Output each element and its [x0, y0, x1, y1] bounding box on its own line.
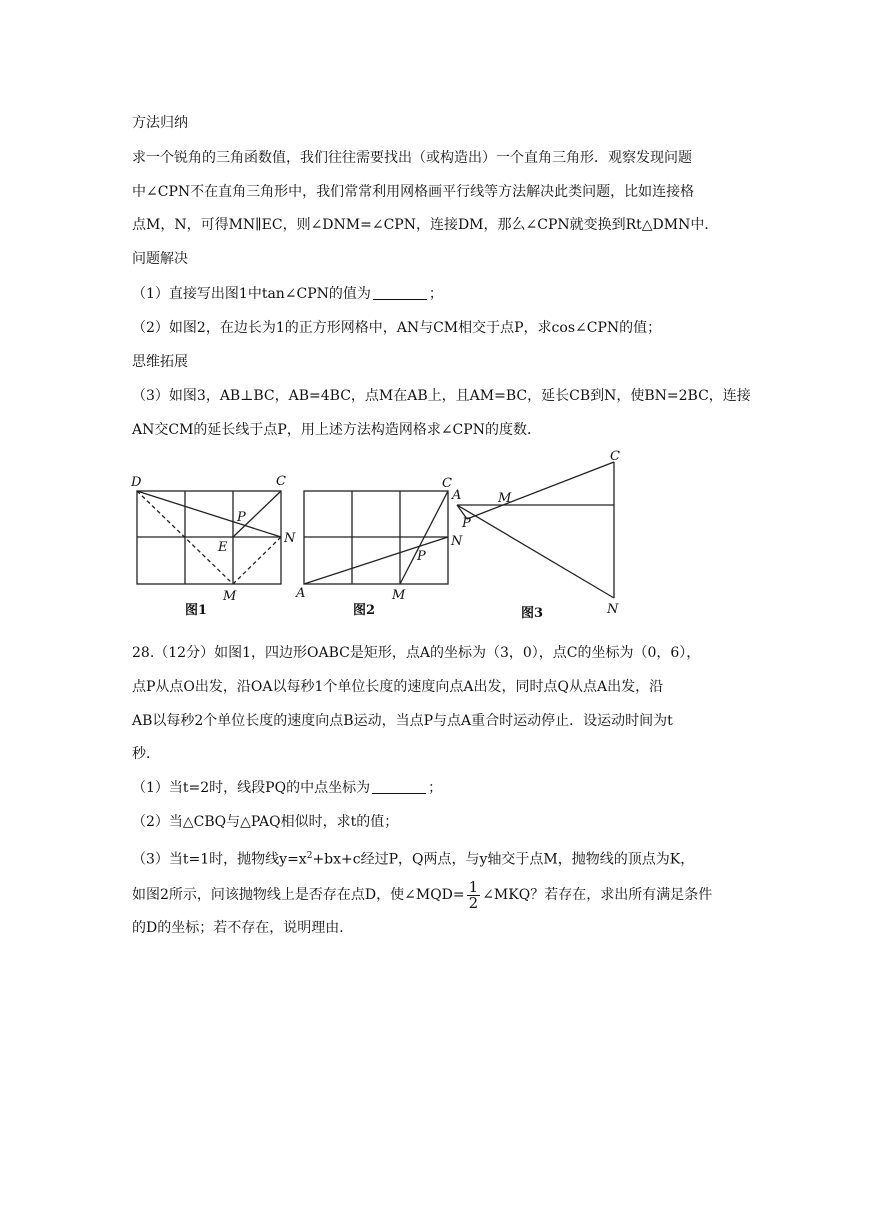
fig3-label-P: P: [462, 516, 471, 531]
fig2-segment-AN: [304, 537, 448, 584]
figure-2: [304, 491, 448, 584]
fig3-segment-AN: [457, 505, 614, 598]
method-heading: 方法归纳: [132, 115, 188, 131]
problem-28-line-2: 点P从点O出发，沿OA以每秒1个单位长度的速度向点A出发，同时点Q从点A出发，沿: [132, 679, 664, 695]
fig1-segment-DN: [137, 491, 281, 537]
q3-superscript: 2: [306, 851, 313, 861]
problem-28-question-1: [132, 778, 442, 798]
fig3-label-C: C: [610, 449, 620, 464]
fig2-label-N: N: [451, 534, 463, 549]
answer-blank: [373, 285, 427, 300]
fig2-label-A: A: [296, 586, 306, 601]
fig3-label-N: N: [607, 602, 619, 617]
fig1-label-N: N: [284, 531, 296, 546]
figure-3: [457, 462, 614, 598]
figure-1: [137, 491, 281, 584]
fig3-label-A: A: [452, 488, 462, 503]
problem-28-question-1-end: ；: [428, 780, 443, 796]
method-line-2: 中∠CPN不在直角三角形中，我们常常利用网格画平行线等方法解决此类问题，比如连接格: [132, 184, 695, 200]
fig1-label-P: P: [237, 510, 246, 525]
problem-solving-heading: 问题解决: [132, 251, 188, 267]
figures: [0, 445, 869, 625]
problem-28-line-3: AB以每秒2个单位长度的速度向点B运动，当点P与点A重合时运动停止．设运动时间为t: [132, 713, 673, 729]
problem-28-question-3-line-3: 的D的坐标；若不存在，说明理由．: [132, 920, 354, 936]
question-1: [132, 284, 443, 304]
fraction-one-half: [467, 877, 481, 912]
fig2-label-C: C: [442, 476, 452, 491]
fraction-denominator: 2: [468, 893, 479, 912]
q3-text-a: （3）当t=1时，抛物线y=x: [132, 851, 307, 868]
answer-blank: [372, 779, 426, 794]
fig1-label-D: D: [131, 475, 142, 490]
fig1-label-E: E: [218, 540, 228, 555]
fig3-caption: 图3: [521, 606, 544, 621]
problem-28-line-4: 秒．: [132, 746, 160, 762]
fig2-label-P: P: [417, 549, 426, 564]
method-line-3: 点M，N，可得MN∥EC，则∠DNM=∠CPN，连接DM，那么∠CPN就变换到Rt△DMN中．: [132, 217, 719, 233]
q3-line2-text-a: 如图2所示，问该抛物线上是否存在点D，使∠MQD=: [132, 887, 465, 903]
fig3-label-M: M: [498, 491, 512, 506]
question-3-line-1: （3）如图3，AB⊥BC，AB=4BC，点M在AB上，且AM=BC，延长CB到N，使BN=2BC，连接: [132, 388, 751, 404]
method-line-1: 求一个锐角的三角函数值，我们往往需要找出（或构造出）一个直角三角形．观察发现问题: [132, 150, 692, 166]
fig1-segment-MN: [233, 537, 281, 584]
fraction-numerator: 1: [468, 877, 479, 896]
problem-28-question-1-text: （1）当t=2时，线段PQ的中点坐标为: [132, 780, 371, 796]
q3-line2-text-b: ∠MKQ？若存在，求出所有满足条件: [482, 887, 713, 903]
question-1-text: （1）直接写出图1中tan∠CPN的值为: [132, 286, 371, 302]
problem-28-line-1: 28.（12分）如图1，四边形OABC是矩形，点A的坐标为（3，0），点C的坐标为（0，6），: [132, 645, 701, 661]
figure-labels: [130, 449, 620, 621]
problem-28-question-3-line-2: [132, 876, 712, 914]
question-1-end: ；: [428, 286, 443, 302]
question-3-line-2: AN交CM的延长线于点P，用上述方法构造网格求∠CPN的度数．: [132, 422, 541, 438]
fig1-label-C: C: [276, 474, 286, 489]
fig1-caption: 图1: [185, 603, 208, 618]
fig2-label-M: M: [392, 588, 406, 603]
fig2-caption: 图2: [353, 603, 376, 618]
q3-text-b: +bx+c经过P，Q两点，与y轴交于点M，抛物线的顶点为K，: [312, 851, 695, 868]
extension-heading: 思维拓展: [132, 354, 188, 370]
fig3-segment-PC: [467, 462, 614, 519]
problem-28-question-2: （2）当△CBQ与△PAQ相似时，求t的值；: [132, 814, 399, 830]
problem-28-question-3-line-1: [132, 846, 694, 870]
fig1-label-M: M: [223, 589, 237, 604]
question-2: （2）如图2，在边长为1的正方形网格中，AN与CM相交于点P，求cos∠CPN的值；: [132, 320, 662, 336]
